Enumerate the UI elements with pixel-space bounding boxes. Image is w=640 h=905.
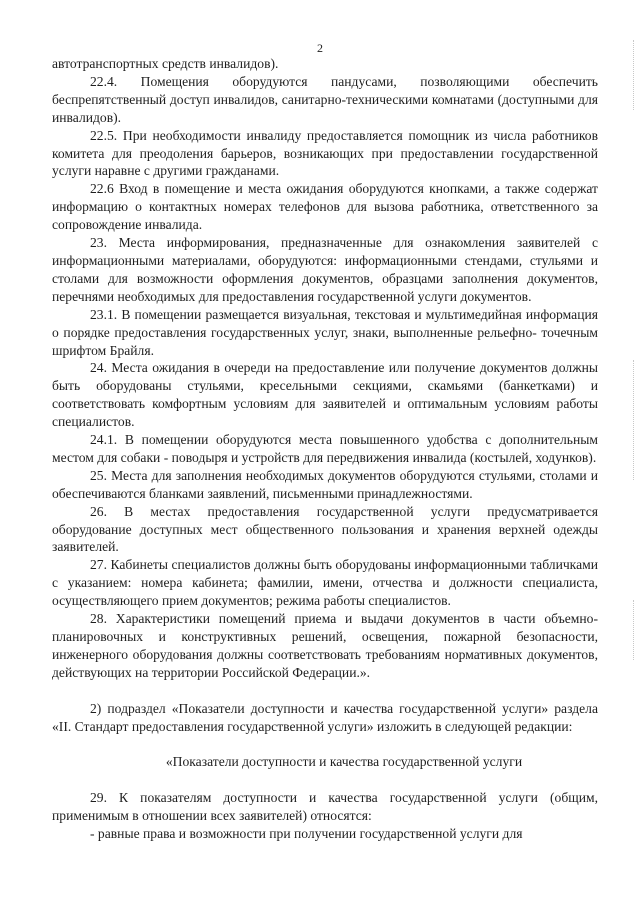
paragraph-22-4: 22.4. Помещения оборудуются пандусами, позволяющими обеспечить беспрепятственный доступ инвалидов, санитарно-техническими комнатами (доступными для инвалидов).: [52, 73, 598, 125]
paragraph-29-item: - равные права и возможности при получении государственной услуги для: [90, 825, 523, 841]
paragraph-27: 27. Кабинеты специалистов должны быть оборудованы информационными табличками с указанием: номера кабинета; фамилии, имени, отчества и должности специалиста, осуществляющего прием документов; режима работы специалистов.: [52, 557, 598, 609]
paragraph-2-subsection: 2) подраздел «Показатели доступности и качества государственной услуги» раздела «II. Стандарт предоставления государственной услуги» изложить в следующей редакции:: [52, 700, 598, 734]
page-number: 2: [317, 41, 323, 55]
paragraph-26: 26. В местах предоставления государственной услуги предусматривается оборудование доступных мест общественного пользования и хранения верхней одежды заявителей.: [52, 503, 598, 555]
paragraph-23-1: 23.1. В помещении размещается визуальная, текстовая и мультимедийная информация о порядке предоставления государственных услуг, знаки, выполненные рельефно- точечным шрифтом Брайля.: [52, 306, 598, 358]
paragraph-22-6: 22.6 Вход в помещение и места ожидания оборудуются кнопками, а также содержат информацию о контактных номерах телефонов для вызова работника, ответственного за сопровождение инвалида.: [52, 181, 598, 233]
scan-edge-mark: [630, 360, 634, 480]
scan-edge-mark: [630, 40, 634, 110]
paragraph-24: 24. Места ожидания в очереди на предоставление или получение документов должны быть оборудованы стульями, кресельными секциями, скамьями (банкетками) и соответствовать комфортным условиям для заявителей и оптимальным условиям работы специалистов.: [52, 360, 598, 430]
document-body: [52, 55, 598, 843]
paragraph-25: 25. Места для заполнения необходимых документов оборудуются стульями, столами и обеспечиваются бланками заявлений, письменными принадлежностями.: [52, 467, 598, 501]
paragraph-24-1: 24.1. В помещении оборудуются места повышенного удобства с дополнительным местом для собаки - поводыря и устройств для передвижения инвалида (костылей, ходунков).: [52, 432, 598, 465]
paragraph-28: 28. Характеристики помещений приема и выдачи документов в части объемно-планировочных и конструктивных решений, освещения, пожарной безопасности, инженерного оборудования должны соответствовать требованиям нормативных документов, действующих на территории Российской Федерации.».: [52, 611, 598, 680]
paragraph-22-5: 22.5. При необходимости инвалиду предоставляется помощник из числа работников комитета для преодоления барьеров, возникающих при предоставлении государственной услуги наравне с другими гражданами.: [52, 127, 598, 179]
paragraph-continuation: автотранспортных средств инвалидов).: [52, 56, 279, 71]
paragraph-29: 29. К показателям доступности и качества государственной услуги (общим, применимым в отношении всех заявителей) относятся:: [52, 790, 598, 824]
paragraph-23: 23. Места информирования, предназначенные для ознакомления заявителей с информационными материалами, оборудуются: информационными стендами, стульями и столами для возможности оформления документов, образцами заполнения документов, перечнями необходимых для предоставления государственной услуги документов.: [52, 235, 598, 304]
scan-edge-mark: [630, 600, 634, 660]
section-heading: «Показатели доступности и качества государственной услуги: [165, 754, 523, 770]
